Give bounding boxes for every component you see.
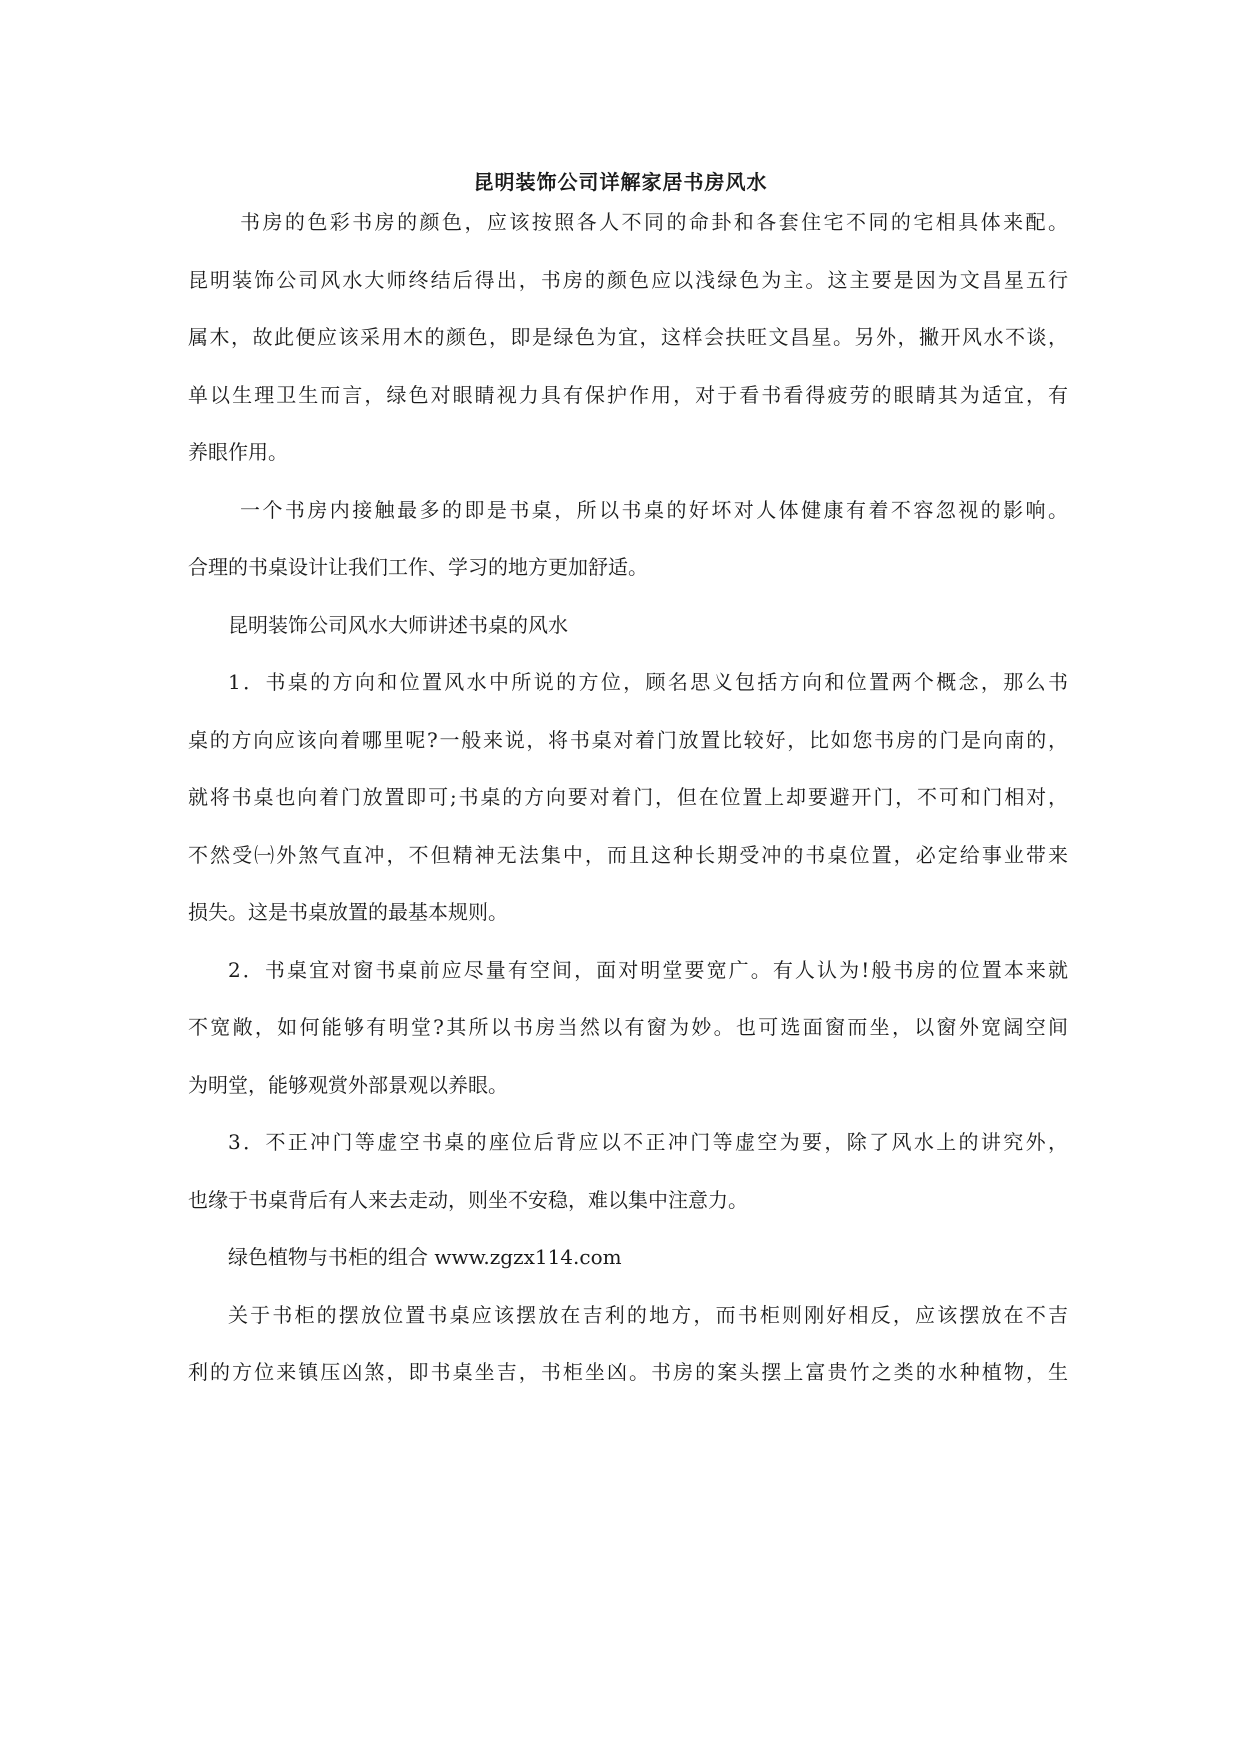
section-heading-desk: 昆明装饰公司风水大师讲述书桌的风水 (228, 613, 568, 637)
paragraph-6-line-1: 3．不正冲门等虚空书桌的座位后背应以不正冲门等虚空为要，除了风水上的讲究外， (228, 1130, 1068, 1154)
paragraph-5-line-1: 2．书桌宜对窗书桌前应尽量有空间，面对明堂要宽广。有人认为!般书房的位置本来就 (228, 958, 1068, 982)
paragraph-6-line-2: 也缘于书桌背后有人来去走动，则坐不安稳，难以集中注意力。 (188, 1188, 748, 1212)
paragraph-8-line-1: 关于书柜的摆放位置书桌应该摆放在吉利的地方，而书柜则刚好相反，应该摆放在不吉 (228, 1303, 1068, 1327)
paragraph-1-line-5: 养眼作用。 (188, 440, 288, 464)
paragraph-5-line-2: 不宽敞，如何能够有明堂?其所以书房当然以有窗为妙。也可选面窗而坐，以窗外宽阔空间 (188, 1015, 1068, 1039)
paragraph-2-line-1: 一个书房内接触最多的即是书桌，所以书桌的好坏对人体健康有着不容忽视的影响。 (240, 498, 1068, 522)
paragraph-2-line-2: 合理的书桌设计让我们工作、学习的地方更加舒适。 (188, 555, 648, 579)
document-title: 昆明装饰公司详解家居书房风水 (473, 170, 768, 194)
paragraph-1-line-4: 单以生理卫生而言，绿色对眼睛视力具有保护作用，对于看书看得疲劳的眼睛其为适宜，有 (188, 383, 1068, 407)
paragraph-4-line-4: 不然受㈠外煞气直冲，不但精神无法集中，而且这种长期受冲的书桌位置，必定给事业带来 (188, 843, 1068, 867)
paragraph-4-line-2: 桌的方向应该向着哪里呢?一般来说，将书桌对着门放置比较好，比如您书房的门是向南的， (188, 728, 1068, 752)
paragraph-5-line-3: 为明堂，能够观赏外部景观以养眼。 (188, 1073, 508, 1097)
section-heading-plants: 绿色植物与书柜的组合 www.zgzx114.com (228, 1245, 622, 1269)
paragraph-1-line-2: 昆明装饰公司风水大师终结后得出，书房的颜色应以浅绿色为主。这主要是因为文昌星五行 (188, 268, 1068, 292)
paragraph-1-line-3: 属木，故此便应该采用木的颜色，即是绿色为宜，这样会扶旺文昌星。另外，撇开风水不谈， (188, 325, 1068, 349)
paragraph-4-line-1: 1．书桌的方向和位置风水中所说的方位，顾名思义包括方向和位置两个概念，那么书 (228, 670, 1068, 694)
paragraph-8-line-2: 利的方位来镇压凶煞，即书桌坐吉，书柜坐凶。书房的案头摆上富贵竹之类的水种植物，生 (188, 1360, 1068, 1384)
paragraph-4-line-5: 损失。这是书桌放置的最基本规则。 (188, 900, 508, 924)
paragraph-1-line-1: 书房的色彩书房的颜色，应该按照各人不同的命卦和各套住宅不同的宅相具体来配。 (240, 210, 1068, 234)
paragraph-4-line-3: 就将书桌也向着门放置即可;书桌的方向要对着门，但在位置上却要避开门，不可和门相对， (188, 785, 1068, 809)
